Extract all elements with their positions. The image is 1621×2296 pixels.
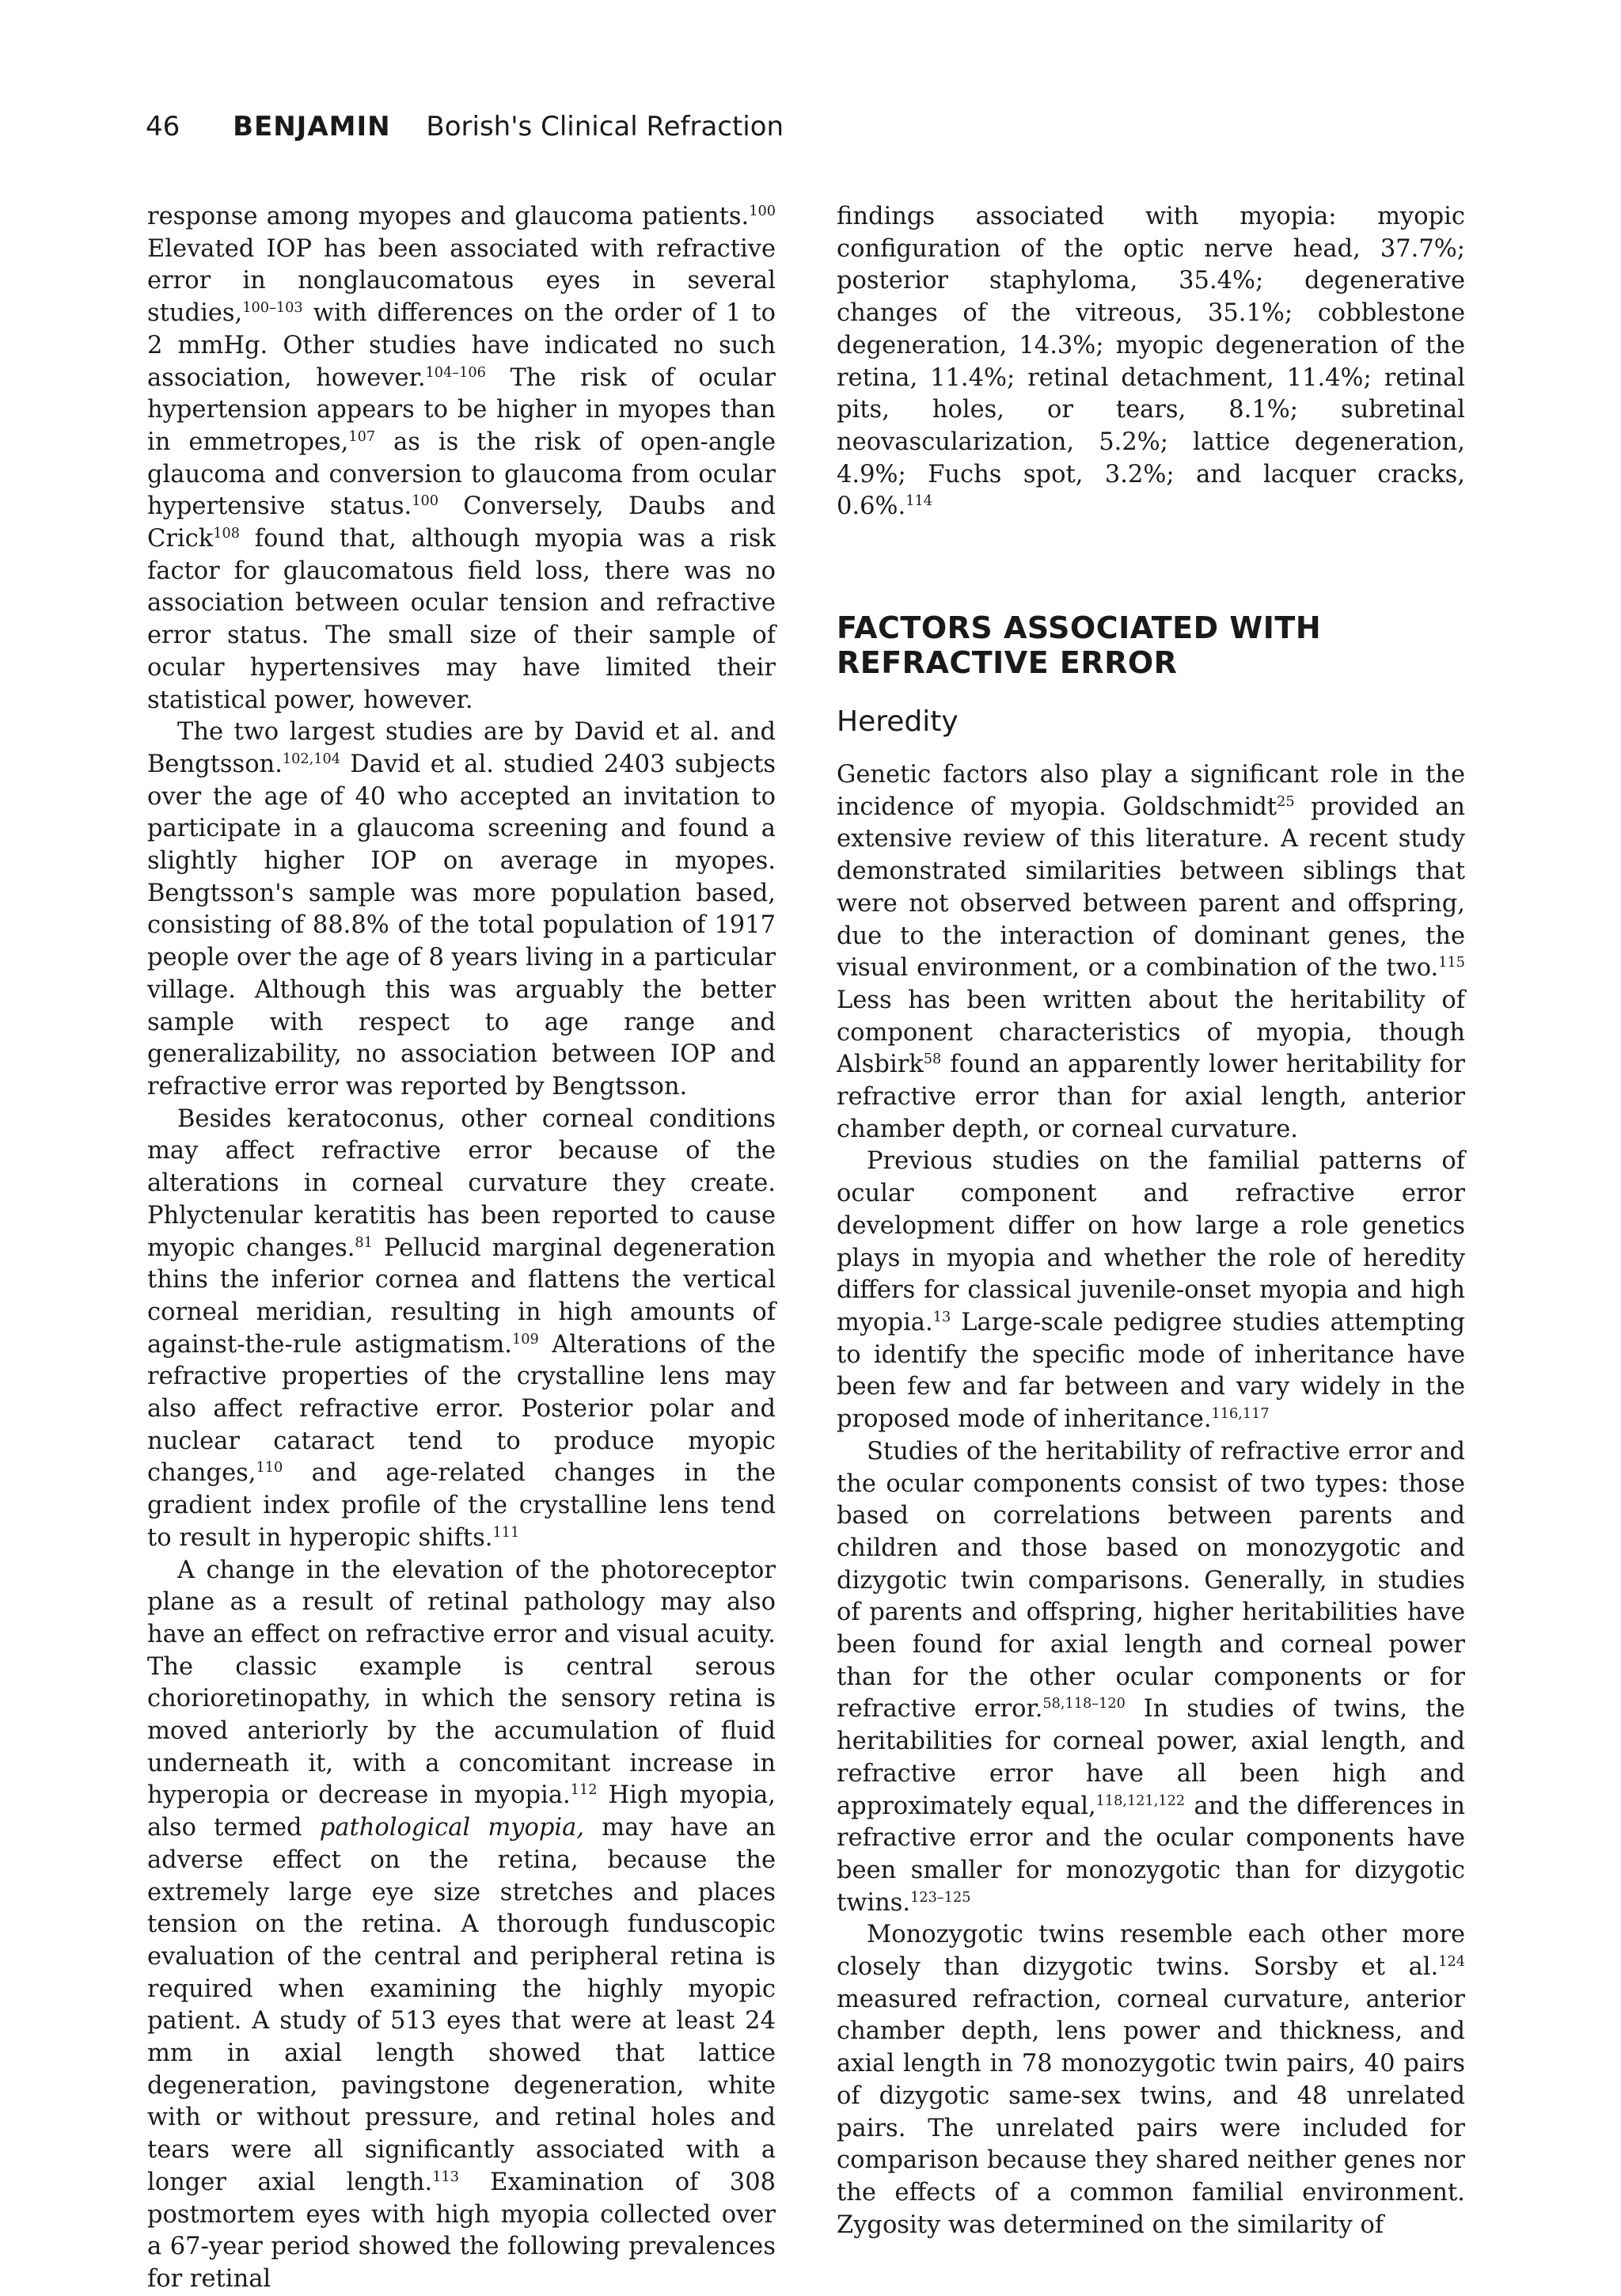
citation: 112 bbox=[570, 1782, 598, 1799]
left-column bbox=[147, 201, 776, 2296]
running-head-title: Borish's Clinical Refraction bbox=[426, 111, 784, 143]
citation: 100 bbox=[749, 203, 776, 219]
paragraph: Monozygotic twins resemble each other more closely than dizygotic twins. Sorsby et al.$^{124}$ measured refraction, corneal curvature, anterior chamber depth, lens power and thickness, and axial length in 78 monozygotic twin pairs, 40 pairs of dizygotic same-sex twins, and 48 unrelated pairs. The unrelated pairs were included for comparison because they shared neither genes nor the effects of a common familial environment. Zygosity was determined on the similarity of bbox=[837, 1921, 1465, 2239]
citation: 116,117 bbox=[1211, 1405, 1270, 1422]
citation: 58,118–120 bbox=[1042, 1696, 1126, 1712]
citation: 13 bbox=[932, 1309, 951, 1325]
citation: 115 bbox=[1438, 955, 1465, 971]
citation: 102,104 bbox=[282, 751, 341, 767]
citation: 113 bbox=[432, 2169, 459, 2185]
citation: 100 bbox=[412, 493, 438, 510]
citation: 25 bbox=[1277, 793, 1295, 810]
citation: 110 bbox=[256, 1460, 283, 1477]
paragraph: A change in the elevation of the photoreceptor plane as a result of retinal pathology may also have an effect on refractive error and visual acuity. The classic example is central serous chorioretinopathy, in which the sensory retina is moved anteriorly by the accumulation of fluid underneath it, with a concomitant increase in hyperopia or decrease in myopia.$^{112}$ High myopia, also termed pathological myopia, may have an adverse effect on the retina, because the extremely large eye size stretches and places tension on the retina. A thorough funduscopic evaluation of the central and peripheral retina is required when examining the highly myopic patient. A study of 513 eyes that were at least 24 mm in axial length showed that lattice degeneration, pavingstone degeneration, white with or without pressure, and retinal holes and tears were all significantly associated with a longer axial length.$^{113}$ Examination of 308 postmortem eyes with high myopia collected over a 67-year period showed the following prevalences for retinal bbox=[147, 1556, 776, 2293]
citation: 104–106 bbox=[425, 364, 486, 381]
citation: 124 bbox=[1438, 1953, 1465, 1970]
citation: 58 bbox=[923, 1051, 942, 1068]
running-head-author: BENJAMIN bbox=[233, 111, 391, 143]
paragraph: findings associated with myopia: myopic configuration of the optic nerve head, 37.7%; posterior staphyloma, 35.4%; degenerative changes of the vitreous, 35.1%; cobblestone degeneration, 14.3%; myopic degeneration of the retina, 11.4%; retinal detachment, 11.4%; retinal pits, holes, or tears, 8.1%; subretinal neovascularization, 5.2%; lattice degeneration, 4.9%; Fuchs spot, 3.2%; and lacquer cracks, 0.6%.$^{114}$ bbox=[837, 203, 1465, 521]
subsection-heading: Heredity bbox=[837, 705, 959, 739]
citation: 107 bbox=[348, 428, 376, 445]
citation: 81 bbox=[355, 1234, 373, 1251]
citation: 118,121,122 bbox=[1095, 1792, 1186, 1809]
section-heading: FACTORS ASSOCIATED WITH REFRACTIVE ERROR bbox=[837, 610, 1322, 681]
paragraph: Previous studies on the familial patterns of ocular component and refractive error development differ on how large a role genetics plays in myopia and whether the role of heredity differs for classical juvenile-onset myopia and high myopia.$^{13}$ Large-scale pedigree studies attempting to identify the specific mode of inheritance have been few and far between and vary widely in the proposed mode of inheritance.$^{116,117}$ bbox=[837, 1147, 1465, 1434]
citation: 114 bbox=[905, 493, 932, 510]
right-column bbox=[837, 201, 1465, 2241]
running-header bbox=[146, 111, 784, 143]
citation: 111 bbox=[492, 1524, 520, 1541]
paragraph: The two largest studies are by David et al. and Bengtsson.$^{102,104}$ David et al. studied 2403 subjects over the age of 40 who accepted an invitation to participate in a glaucoma screening and found a slightly higher IOP on average in myopes. Bengtsson's sample was more population based, consisting of 88.8% of the total population of 1917 people over the age of 8 years living in a particular village. Although this was arguably the better sample with respect to age range and generalizability, no association between IOP and refractive error was reported by Bengtsson. bbox=[147, 718, 776, 1100]
citation: 109 bbox=[511, 1331, 539, 1348]
paragraph: response among myopes and glaucoma patients.$^{100}$ Elevated IOP has been associated with refractive error in nonglaucomatous eyes in several studies,$^{100-103}$ with differences on the order of 1 to 2 mmHg. Other studies have indicated no such association, however.$^{104-106}$ The risk of ocular hypertension appears to be higher in myopes than in emmetropes,$^{107}$ as is the risk of open-angle glaucoma and conversion to glaucoma from ocular hypertensive status.$^{100}$ Conversely, Daubs and Crick$^{108}$ found that, although myopia was a risk factor for glaucomatous field loss, there was no association between ocular tension and refractive error status. The small size of their sample of ocular hypertensives may have limited their statistical power, however. bbox=[147, 203, 776, 714]
paragraph: Genetic factors also play a significant role in the incidence of myopia. Goldschmidt$^{25}$ provided an extensive review of this literature. A recent study demonstrated similarities between siblings that were not observed between parent and offspring, due to the interaction of dominant genes, the visual environment, or a combination of the two.$^{115}$ Less has been written about the heritability of component characteristics of myopia, though Alsbirk$^{58}$ found an apparently lower heritability for refractive error than for axial length, anterior chamber depth, or corneal curvature. bbox=[837, 761, 1465, 1143]
paragraph: Studies of the heritability of refractive error and the ocular components consist of two types: those based on correlations between parents and children and those based on monozygotic and dizygotic twin comparisons. Generally, in studies of parents and offspring, higher heritabilities have been found for axial length and corneal power than for the other ocular components or for refractive error.$^{58,118-120}$ In studies of twins, the heritabilities for corneal power, axial length, and refractive error have all been high and approximately equal,$^{118,121,122}$ and the differences in refractive error and the ocular components have been smaller for monozygotic than for dizygotic twins.$^{123-125}$ bbox=[837, 1437, 1465, 1917]
paragraph: Besides keratoconus, other corneal conditions may affect refractive error because of the alterations in corneal curvature they create. Phlyctenular keratitis has been reported to cause myopic changes.$^{81}$ Pellucid marginal degeneration thins the inferior cornea and flattens the vertical corneal meridian, resulting in high amounts of against-the-rule astigmatism.$^{109}$ Alterations of the refractive properties of the crystalline lens may also affect refractive error. Posterior polar and nuclear cataract tend to produce myopic changes,$^{110}$ and age-related changes in the gradient index profile of the crystalline lens tend to result in hyperopic shifts.$^{111}$ bbox=[147, 1104, 776, 1552]
citation: 108 bbox=[213, 525, 241, 542]
citation: 123–125 bbox=[910, 1889, 971, 1906]
page-number: 46 bbox=[146, 111, 180, 143]
emphasis: pathological myopia, bbox=[319, 1814, 585, 1842]
citation: 100–103 bbox=[242, 299, 303, 316]
